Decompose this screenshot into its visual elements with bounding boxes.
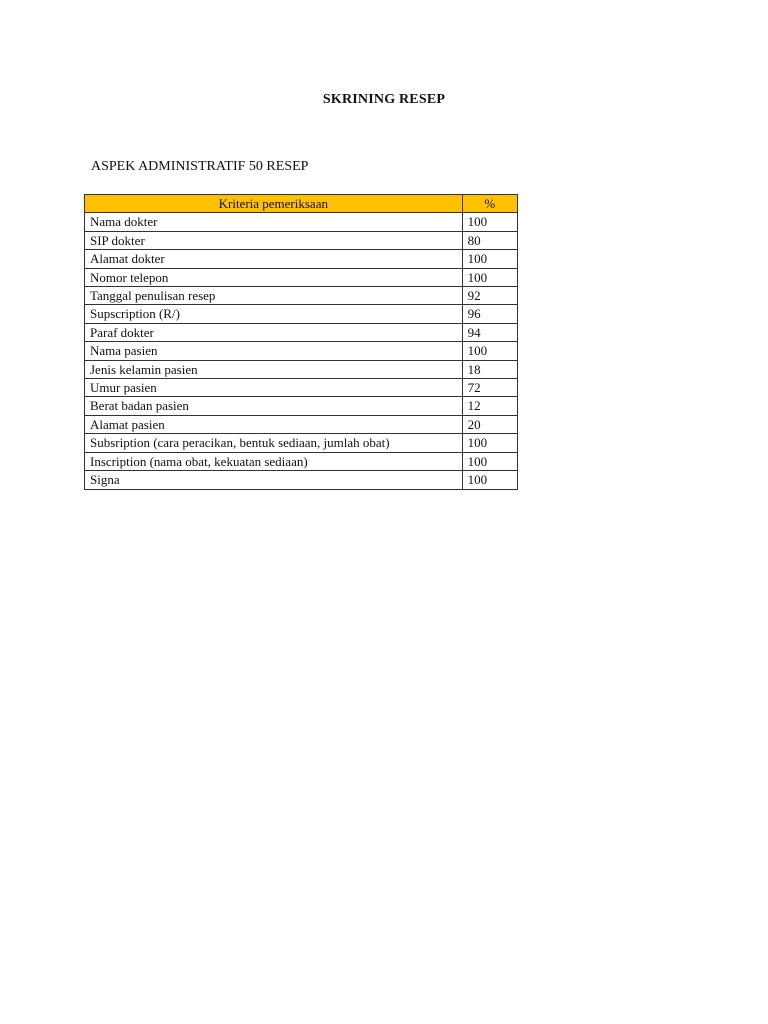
percent-cell: 100 <box>462 452 517 470</box>
table-row <box>85 268 518 286</box>
criterion-cell: Tanggal penulisan resep <box>85 287 463 305</box>
percent-cell: 96 <box>462 305 517 323</box>
criterion-cell: Signa <box>85 471 463 489</box>
table-row <box>85 305 518 323</box>
percent-cell: 100 <box>462 250 517 268</box>
criterion-cell: Alamat dokter <box>85 250 463 268</box>
percent-cell: 100 <box>462 434 517 452</box>
criteria-table <box>84 194 518 490</box>
header-percent: % <box>462 195 517 213</box>
table-row <box>85 397 518 415</box>
percent-cell: 20 <box>462 415 517 433</box>
table-row <box>85 360 518 378</box>
percent-cell: 80 <box>462 231 517 249</box>
criterion-cell: Umur pasien <box>85 379 463 397</box>
table-row <box>85 287 518 305</box>
table-row <box>85 379 518 397</box>
percent-cell: 18 <box>462 360 517 378</box>
percent-cell: 92 <box>462 287 517 305</box>
table-row <box>85 342 518 360</box>
table-row <box>85 434 518 452</box>
criterion-cell: Supscription (R/) <box>85 305 463 323</box>
percent-cell: 94 <box>462 323 517 341</box>
percent-cell: 12 <box>462 397 517 415</box>
table-row <box>85 250 518 268</box>
page-title: SKRINING RESEP <box>322 92 446 107</box>
percent-cell: 72 <box>462 379 517 397</box>
criterion-cell: SIP dokter <box>85 231 463 249</box>
criterion-cell: Nama dokter <box>85 213 463 231</box>
criterion-cell: Nama pasien <box>85 342 463 360</box>
table-row <box>85 452 518 470</box>
table-row <box>85 415 518 433</box>
criterion-cell: Subsription (cara peracikan, bentuk sediaan, jumlah obat) <box>85 434 463 452</box>
table-row <box>85 471 518 489</box>
criterion-cell: Nomor telepon <box>85 268 463 286</box>
percent-cell: 100 <box>462 268 517 286</box>
percent-cell: 100 <box>462 213 517 231</box>
table-header-row <box>85 195 518 213</box>
criterion-cell: Paraf dokter <box>85 323 463 341</box>
table-row <box>85 323 518 341</box>
criterion-cell: Alamat pasien <box>85 415 463 433</box>
percent-cell: 100 <box>462 342 517 360</box>
header-criterion: Kriteria pemeriksaan <box>85 195 463 213</box>
criterion-cell: Berat badan pasien <box>85 397 463 415</box>
table-row <box>85 231 518 249</box>
percent-cell: 100 <box>462 471 517 489</box>
section-title: ASPEK ADMINISTRATIF 50 RESEP <box>91 159 309 174</box>
table-row <box>85 213 518 231</box>
criterion-cell: Inscription (nama obat, kekuatan sediaan) <box>85 452 463 470</box>
criterion-cell: Jenis kelamin pasien <box>85 360 463 378</box>
table-body <box>85 213 518 489</box>
